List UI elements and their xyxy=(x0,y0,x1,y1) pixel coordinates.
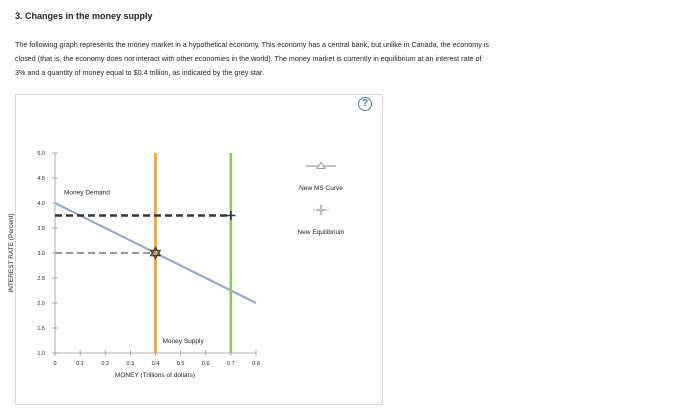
y-tick-label: 1.5 xyxy=(37,326,45,332)
description-line: closed (that is, the economy does not interact with other economies in the world). The money market is currently in equilibrium at an interest rate of xyxy=(15,54,482,64)
x-tick-label: 0.1 xyxy=(76,361,84,367)
y-tick-label: 3.0 xyxy=(37,251,45,257)
x-tick-label: 0.3 xyxy=(126,361,135,367)
x-tick-label: 0.5 xyxy=(176,361,185,367)
legend-new-eq-label: New Equilibrium xyxy=(297,229,345,236)
new-equilibrium-marker[interactable] xyxy=(226,211,235,220)
x-axis-label: MONEY (Trillions of dollars) xyxy=(114,372,196,379)
legend xyxy=(298,163,345,237)
y-tick-label: 3.5 xyxy=(37,226,45,232)
y-tick-label: 1.0 xyxy=(37,351,45,357)
y-tick-label: 4.5 xyxy=(37,176,45,182)
y-axis-label: INTEREST RATE (Percent) xyxy=(8,213,15,293)
y-tick-label: 4.0 xyxy=(37,201,45,207)
x-tick-label: 0.2 xyxy=(101,361,110,367)
description-line: The following graph represents the money market in a hypothetical economy. This economy has a central bank, but unlike in Canada, the economy is xyxy=(15,40,489,49)
new-equilibrium-cross xyxy=(226,211,235,220)
x-tick-label: 0.7 xyxy=(227,361,235,367)
x-tick-label: 0.6 xyxy=(201,361,210,367)
description-line: 3% and a quantity of money equal to $0.4 trillion, as indicated by the grey star. xyxy=(15,68,264,78)
y-tick-label: 5.0 xyxy=(37,151,45,157)
money-demand-label: Money Demand xyxy=(64,189,110,197)
help-icon[interactable]: ? xyxy=(358,97,372,111)
x-tick-label: 0 xyxy=(53,361,57,367)
question-heading: 3. Changes in the money supply xyxy=(15,11,153,21)
x-tick-label: 0.8 xyxy=(252,361,260,367)
y-tick-label: 2.0 xyxy=(37,301,45,307)
money-supply-label: Money Supply xyxy=(162,338,204,345)
legend-new-ms-label: New MS Curve xyxy=(299,185,343,192)
y-tick-label: 2.5 xyxy=(37,276,45,282)
x-tick-label: 0.4 xyxy=(151,361,160,367)
legend-plus-icon[interactable] xyxy=(316,205,326,215)
